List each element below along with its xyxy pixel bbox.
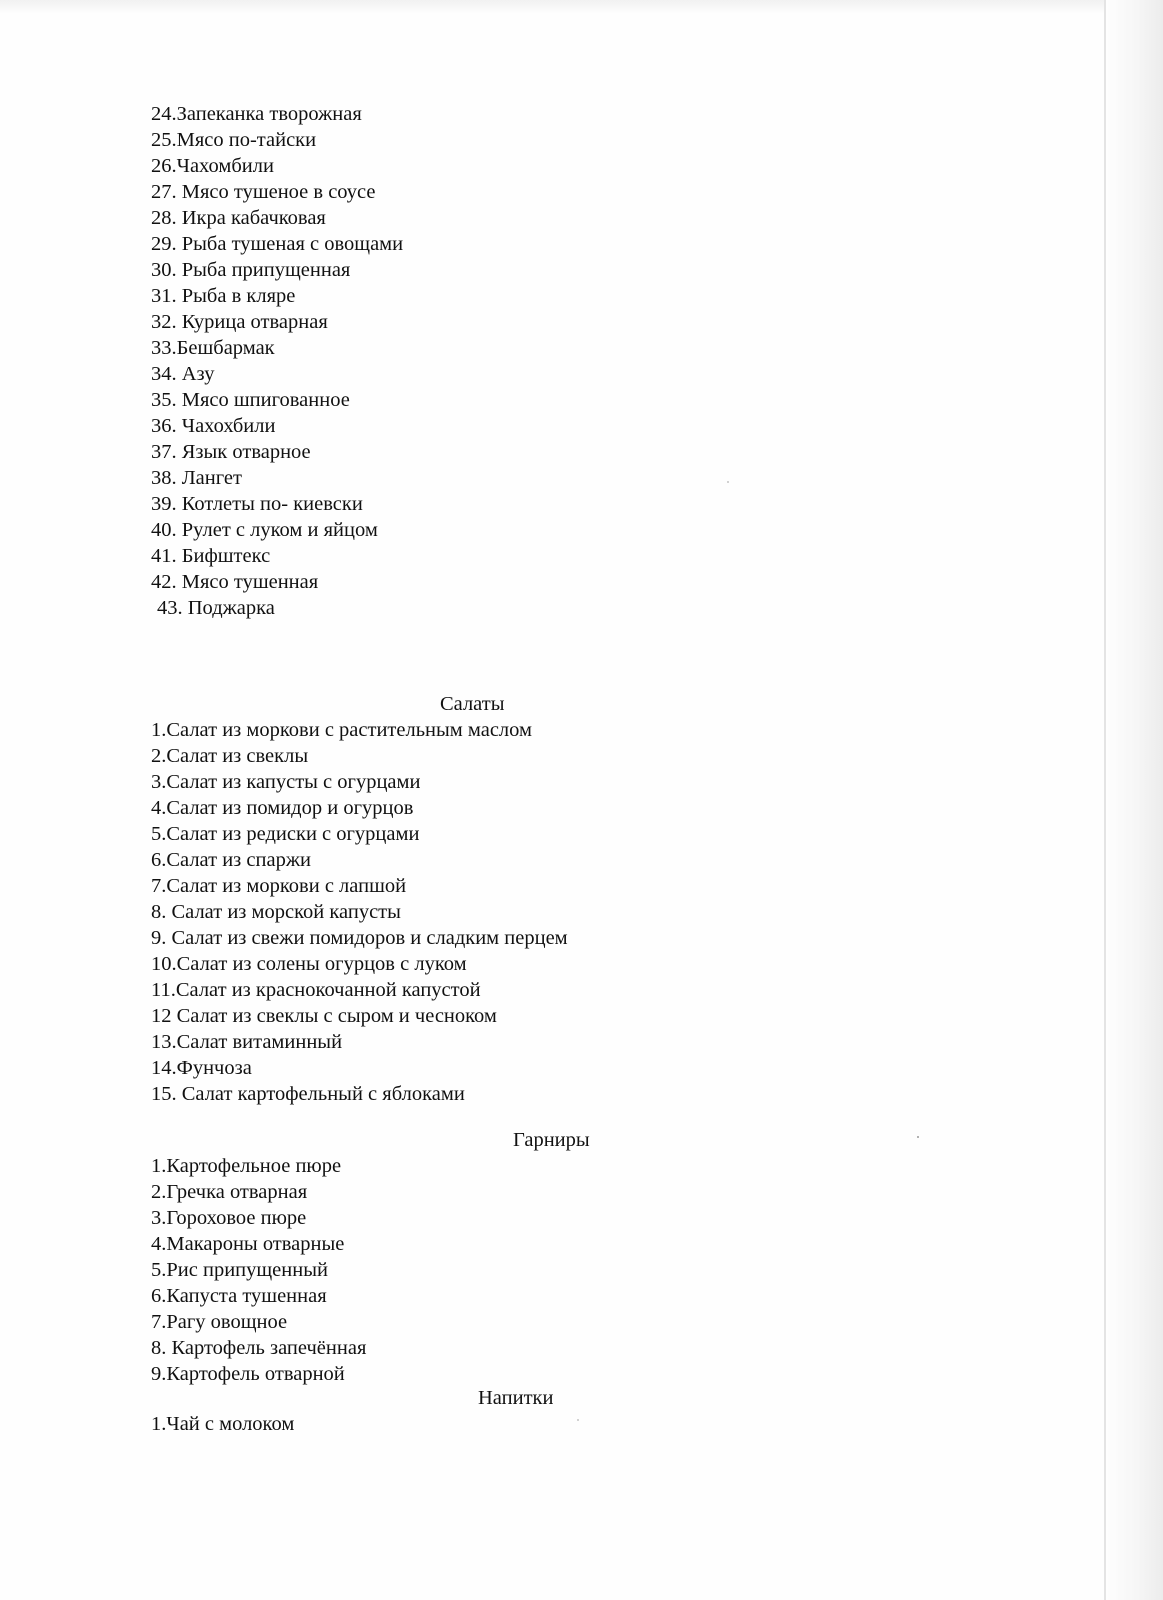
main-dish-item: 40. Рулет с луком и яйцом — [151, 519, 378, 541]
main-dishes-list — [151, 101, 403, 621]
main-dish-item: 32. Курица отварная — [151, 311, 328, 333]
main-dish-item: 35. Мясо шпигованное — [151, 389, 350, 411]
salad-item: 15. Салат картофельный с яблоками — [151, 1083, 465, 1105]
main-dish-item: 42. Мясо тушенная — [151, 571, 319, 593]
drinks-heading: Напитки — [478, 1387, 554, 1409]
garnish-item: 2.Гречка отварная — [151, 1181, 308, 1203]
salad-item: 5.Салат из редиски с огурцами — [151, 823, 420, 845]
salad-item: 10.Салат из солены огурцов с луком — [151, 953, 467, 975]
main-dish-item: 28. Икра кабачковая — [151, 207, 326, 229]
salad-item: 8. Салат из морской капусты — [151, 901, 401, 923]
main-dish-item: 38. Лангет — [151, 467, 242, 489]
garnish-item: 6.Капуста тушенная — [151, 1285, 327, 1307]
drinks-list — [151, 1411, 294, 1437]
main-dish-item: 36. Чахохбили — [151, 415, 276, 437]
main-dish-item: 37. Язык отварное — [151, 441, 311, 463]
main-dish-item: 27. Мясо тушеное в соусе — [151, 181, 376, 203]
main-dish-item: 43. Поджарка — [157, 597, 275, 619]
salad-item: 2.Салат из свеклы — [151, 745, 309, 767]
garnish-item: 1.Картофельное пюре — [151, 1155, 342, 1177]
salad-item: 1.Салат из моркови с растительным маслом — [151, 719, 532, 741]
scan-speck — [917, 1136, 919, 1138]
garnish-item: 4.Макароны отварные — [151, 1233, 345, 1255]
scan-speck — [577, 1419, 579, 1421]
garnish-item: 9.Картофель отварной — [151, 1363, 345, 1385]
main-dish-item: 39. Котлеты по- киевски — [151, 493, 363, 515]
scan-shadow-top — [0, 0, 1163, 14]
main-dish-item: 25.Мясо по-тайски — [151, 129, 317, 151]
main-dish-item: 34. Азу — [151, 363, 215, 385]
garnish-item: 3.Гороховое пюре — [151, 1207, 307, 1229]
scan-speck — [727, 481, 729, 483]
salad-item: 12 Салат из свеклы с сыром и чесноком — [151, 1005, 497, 1027]
salad-item: 7.Салат из моркови с лапшой — [151, 875, 407, 897]
salads-heading: Салаты — [440, 693, 505, 715]
salad-item: 11.Салат из краснокочанной капустой — [151, 979, 481, 1001]
main-dish-item: 30. Рыба припущенная — [151, 259, 351, 281]
salad-item: 6.Салат из спаржи — [151, 849, 311, 871]
salads-list — [151, 717, 568, 1107]
salad-item: 3.Салат из капусты с огурцами — [151, 771, 421, 793]
scan-fold-line — [1104, 0, 1106, 1600]
main-dish-item: 29. Рыба тушеная с овощами — [151, 233, 404, 255]
main-dish-item: 24.Запеканка творожная — [151, 103, 362, 125]
main-dish-item: 26.Чахомбили — [151, 155, 274, 177]
salad-item: 14.Фунчоза — [151, 1057, 252, 1079]
garnishes-list — [151, 1153, 366, 1387]
salad-item: 4.Салат из помидор и огурцов — [151, 797, 414, 819]
main-dish-item: 31. Рыба в кляре — [151, 285, 296, 307]
garnish-item: 8. Картофель запечённая — [151, 1337, 367, 1359]
drink-item: 1.Чай с молоком — [151, 1413, 295, 1435]
garnish-item: 7.Рагу овощное — [151, 1311, 288, 1333]
main-dish-item: 33.Бешбармак — [151, 337, 275, 359]
garnishes-heading: Гарниры — [513, 1129, 590, 1151]
main-dish-item: 41. Бифштекс — [151, 545, 271, 567]
salad-item: 13.Салат витаминный — [151, 1031, 343, 1053]
garnish-item: 5.Рис припущенный — [151, 1259, 328, 1281]
scan-shadow-right — [1105, 0, 1163, 1600]
salad-item: 9. Салат из свежи помидоров и сладким перцем — [151, 927, 568, 949]
